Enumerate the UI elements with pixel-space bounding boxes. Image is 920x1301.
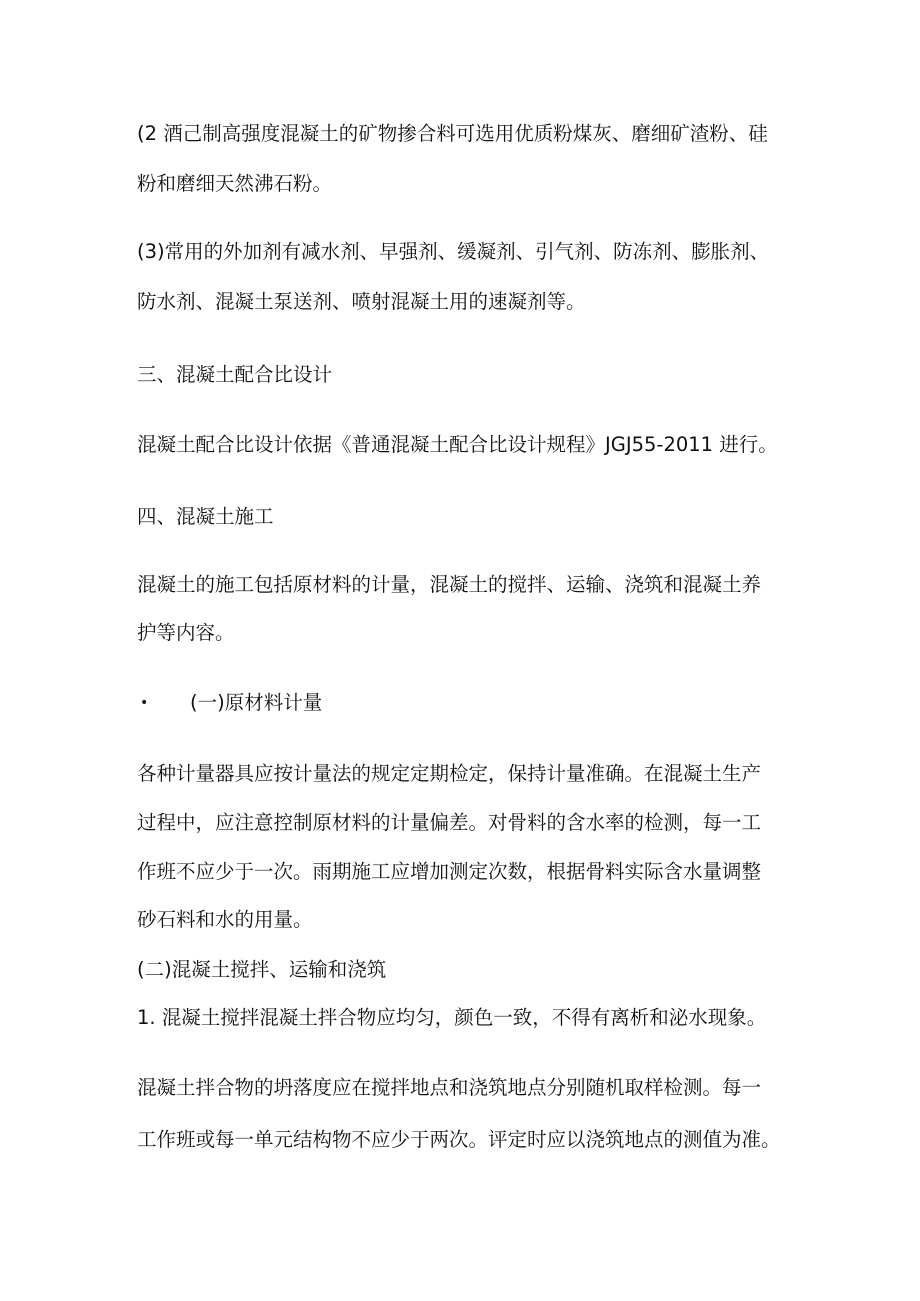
- metering-paragraph-line-2: 过程中，应注意控制原材料的计量偏差。对骨料的含水率的检测，每一工: [137, 811, 762, 834]
- construction-paragraph-line-2: 护等内容。: [137, 621, 235, 644]
- subheading-metering: (一)原材料计量: [190, 691, 323, 714]
- metering-paragraph-line-3: 作班不应少于一次。雨期施工应增加测定次数，根据骨料实际含水量调整: [137, 860, 762, 883]
- mix-design-paragraph: 混凝土配合比设计依据《普通混凝土配合比设计规程》JGJ55-2011 进行。: [137, 433, 778, 456]
- paragraph-3-line-2: 防水剂、混凝土泵送剂、喷射混凝土用的速凝剂等。: [137, 290, 586, 313]
- paragraph-2-line-2: 粉和磨细天然沸石粉。: [137, 172, 333, 195]
- subheading-mixing-transport: (二)混凝土搅拌、运输和浇筑: [137, 958, 387, 981]
- item-1-mixing: 1. 混凝土搅拌混凝土拌合物应均匀，颜色一致，不得有离析和泌水现象。: [137, 1006, 767, 1029]
- metering-paragraph-line-4: 砂石料和水的用量。: [137, 908, 313, 931]
- slump-paragraph-line-1: 混凝土拌合物的坍落度应在搅拌地点和浇筑地点分别随机取样检测。每一: [137, 1076, 762, 1099]
- paragraph-2-line-1: (2 酒己制高强度混凝土的矿物掺合料可选用优质粉煤灰、磨细矿渣粉、硅: [137, 122, 768, 145]
- section-heading-4: 四、混凝土施工: [137, 505, 274, 528]
- construction-paragraph-line-1: 混凝土的施工包括原材料的计量，混凝土的搅拌、运输、浇筑和混凝土养: [137, 573, 762, 596]
- section-heading-3: 三、混凝土配合比设计: [137, 363, 333, 386]
- paragraph-3-line-1: (3)常用的外加剂有减水剂、早强剂、缓凝剂、引气剂、防冻剂、膨胀剂、: [137, 240, 770, 263]
- slump-paragraph-line-2: 工作班或每一单元结构物不应少于两次。评定时应以浇筑地点的测值为准。: [137, 1128, 781, 1151]
- metering-paragraph-line-1: 各种计量器具应按计量法的规定定期检定，保持计量准确。在混凝土生产: [137, 762, 762, 785]
- bullet-marker: •: [140, 695, 149, 711]
